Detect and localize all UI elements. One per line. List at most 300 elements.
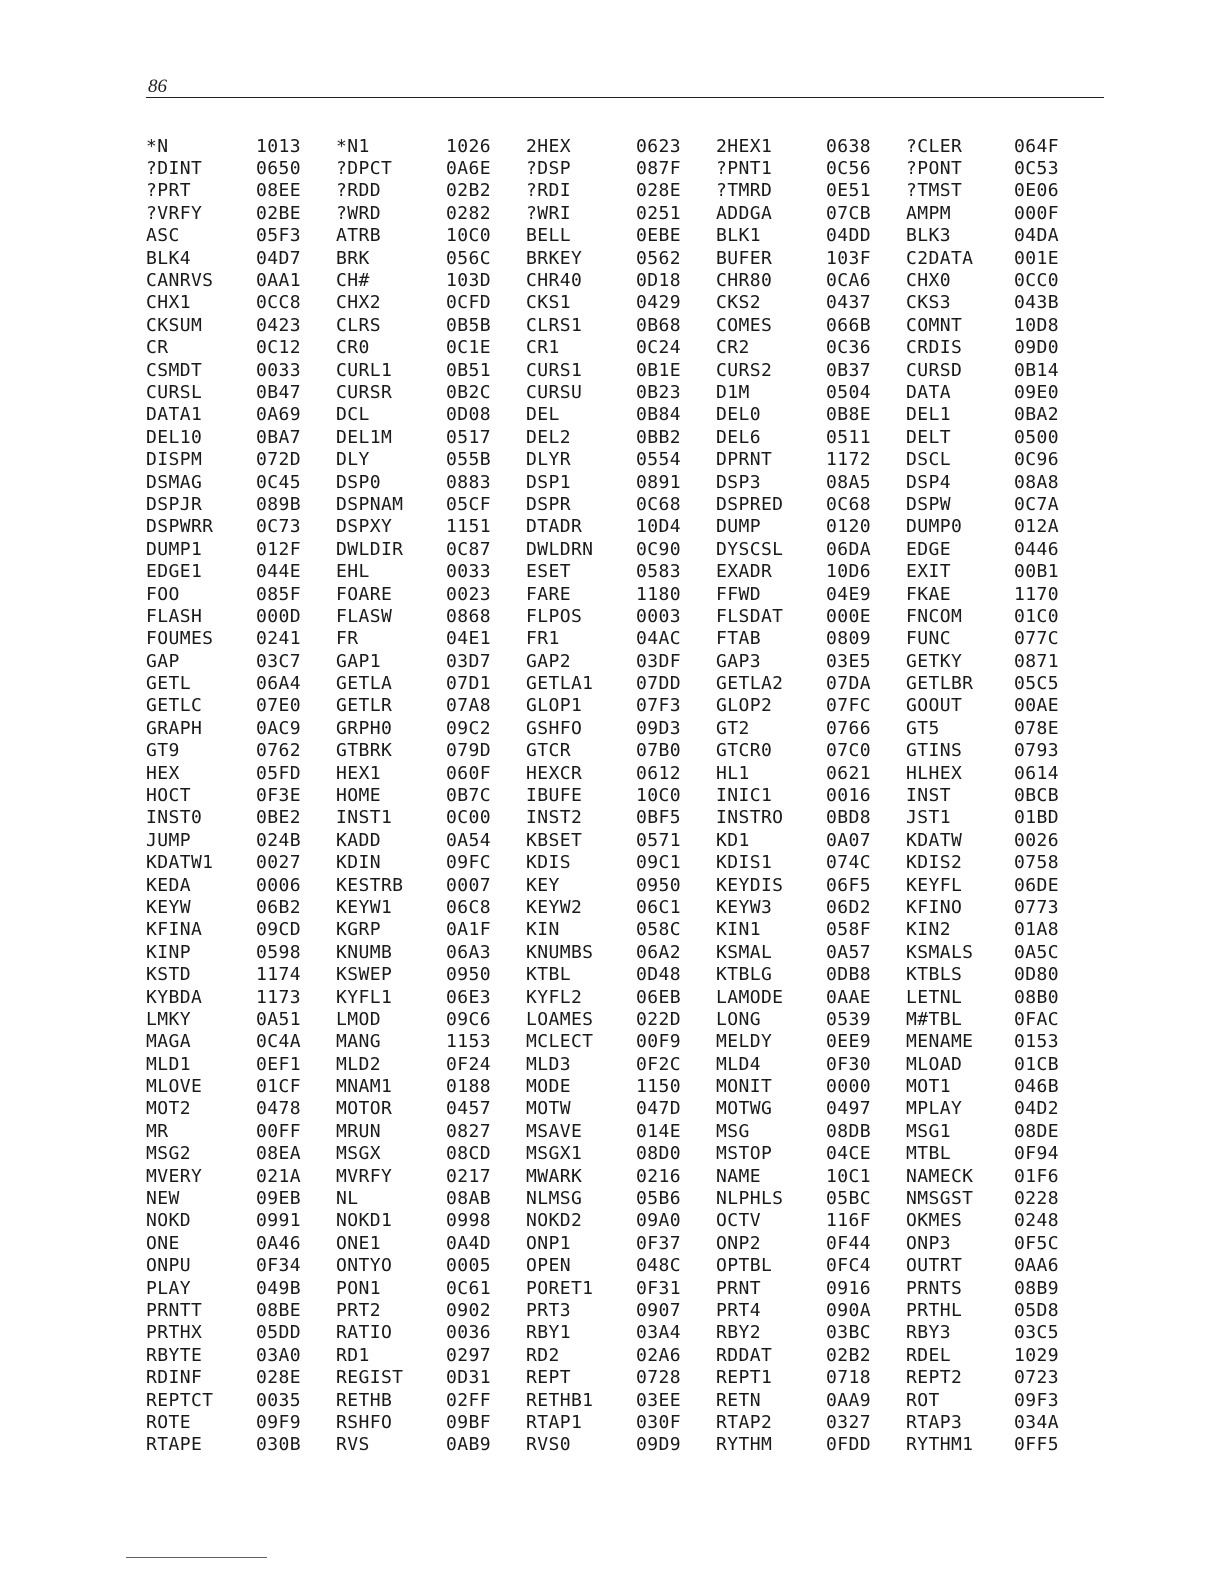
symbol-name: DLYR <box>526 449 571 471</box>
symbol-name: KD1 <box>716 829 750 851</box>
symbol-name: MCLECT <box>526 1031 594 1053</box>
symbol-address: 09D0 <box>1014 337 1059 359</box>
symbol-address: 0793 <box>1014 740 1059 762</box>
symbol-address: 077C <box>1014 628 1059 650</box>
symbol-name: PRT3 <box>526 1300 571 1321</box>
symbol-address: 0B5B <box>446 314 491 336</box>
symbol-name: CURSL <box>146 381 203 403</box>
symbol-address: 01C0 <box>1014 605 1059 627</box>
symbol-name: RBYTE <box>146 1344 203 1366</box>
symbol-name: FOO <box>146 583 180 605</box>
symbol-address: 0C61 <box>446 1277 491 1299</box>
symbol-name: MSG2 <box>146 1143 191 1165</box>
symbol-name: INST1 <box>336 807 393 829</box>
symbol-address: 04D2 <box>1014 1098 1059 1120</box>
symbol-name: MODE <box>526 1076 571 1098</box>
symbol-name: CHX2 <box>336 292 381 314</box>
symbol-name: KDIS2 <box>906 852 963 874</box>
symbol-name: DSP3 <box>716 471 761 493</box>
symbol-name: RTAP2 <box>716 1411 773 1433</box>
symbol-address: 0027 <box>256 852 301 874</box>
symbol-name: KDIS <box>526 852 571 874</box>
symbol-name: DSPXY <box>336 516 393 538</box>
symbol-name: REPT1 <box>716 1367 773 1389</box>
symbol-name: KEYFL <box>906 874 963 896</box>
symbol-address: 0EE9 <box>826 1031 871 1053</box>
symbol-name: CURL1 <box>336 359 393 381</box>
table-row <box>146 560 1104 582</box>
symbol-address: 1174 <box>256 964 301 986</box>
symbol-address: 05F3 <box>256 225 301 247</box>
symbol-address: 05BC <box>826 1188 871 1210</box>
table-row <box>146 1098 1104 1120</box>
symbol-name: PRT4 <box>716 1300 761 1321</box>
symbol-name: GTCR0 <box>716 740 773 762</box>
symbol-name: GETLBR <box>906 673 974 695</box>
symbol-address: 001E <box>1014 247 1059 269</box>
symbol-name: DEL <box>526 404 560 426</box>
symbol-name: MELDY <box>716 1031 773 1053</box>
symbol-name: KIN2 <box>906 919 951 941</box>
symbol-name: DEL1M <box>336 426 393 448</box>
symbol-name: KNUMB <box>336 941 393 963</box>
symbol-address: 0F3E <box>256 785 301 807</box>
symbol-name: DATA <box>906 381 951 403</box>
symbol-address: 04E9 <box>826 583 871 605</box>
symbol-address: 0446 <box>1014 538 1059 560</box>
symbol-address: 0216 <box>636 1165 681 1187</box>
symbol-address: 0AA1 <box>256 270 301 292</box>
table-row <box>146 202 1104 224</box>
table-row <box>146 225 1104 247</box>
symbol-address: 0EBE <box>636 225 681 247</box>
symbol-name: FR <box>336 628 359 650</box>
symbol-address: 02FF <box>446 1389 491 1411</box>
symbol-address: 024B <box>256 829 301 851</box>
symbol-name: IBUFE <box>526 785 583 807</box>
symbol-name: PRT2 <box>336 1300 381 1321</box>
symbol-name: KSMAL <box>716 941 773 963</box>
symbol-address: 0327 <box>826 1411 871 1433</box>
symbol-address: 0DB8 <box>826 964 871 986</box>
symbol-name: BELL <box>526 225 571 247</box>
symbol-address: 0297 <box>446 1344 491 1366</box>
symbol-address: 10D6 <box>826 561 871 583</box>
symbol-name: ?WRD <box>336 202 381 224</box>
symbol-name: DEL1 <box>906 404 951 426</box>
symbol-address: 0F31 <box>636 1277 681 1299</box>
symbol-address: 0B23 <box>636 381 681 403</box>
symbol-address: 0758 <box>1014 852 1059 874</box>
symbol-address: 0C68 <box>636 493 681 515</box>
symbol-address: 05CF <box>446 493 491 515</box>
symbol-name: MVERY <box>146 1165 203 1187</box>
table-row <box>146 1411 1104 1433</box>
symbol-address: 07DA <box>826 673 871 695</box>
symbol-name: DPRNT <box>716 449 773 471</box>
symbol-address: 08B0 <box>1014 986 1059 1008</box>
symbol-name: MSG <box>716 1120 750 1142</box>
symbol-address: 014E <box>636 1120 681 1142</box>
symbol-address: 0F5C <box>1014 1232 1059 1254</box>
symbol-name: CRDIS <box>906 337 963 359</box>
symbol-name: PRNTT <box>146 1300 203 1321</box>
symbol-name: INIC1 <box>716 785 773 807</box>
symbol-address: 0C4A <box>256 1031 301 1053</box>
symbol-name: DEL0 <box>716 404 761 426</box>
symbol-name: GTINS <box>906 740 963 762</box>
symbol-name: RYTHM1 <box>906 1434 974 1456</box>
symbol-address: 07DD <box>636 673 681 695</box>
symbol-address: 03A4 <box>636 1322 681 1344</box>
symbol-name: KFINO <box>906 896 963 918</box>
symbol-address: 0614 <box>1014 762 1059 784</box>
symbol-address: 0007 <box>446 874 491 896</box>
symbol-name: BRKEY <box>526 247 583 269</box>
symbol-name: KSWEP <box>336 964 393 986</box>
symbol-address: 06A3 <box>446 941 491 963</box>
table-row <box>146 919 1104 941</box>
symbol-address: 089B <box>256 493 301 515</box>
symbol-address: 0B47 <box>256 381 301 403</box>
header-rule <box>146 97 1104 98</box>
symbol-name: HEX <box>146 762 180 784</box>
symbol-name: GRAPH <box>146 717 203 739</box>
symbol-name: CLRS1 <box>526 314 583 336</box>
symbol-name: DWLDIR <box>336 538 404 560</box>
symbol-address: 0241 <box>256 628 301 650</box>
symbol-address: 0A07 <box>826 829 871 851</box>
symbol-address: 0FF5 <box>1014 1434 1059 1456</box>
symbol-address: 00B1 <box>1014 561 1059 583</box>
symbol-name: JUMP <box>146 829 191 851</box>
symbol-name: REPT2 <box>906 1367 963 1389</box>
symbol-name: KINP <box>146 941 191 963</box>
table-row <box>146 1322 1104 1344</box>
symbol-address: 034A <box>1014 1411 1059 1433</box>
symbol-address: 03D7 <box>446 650 491 672</box>
symbol-name: HOCT <box>146 785 191 807</box>
symbol-address: 056C <box>446 247 491 269</box>
symbol-address: 0AA9 <box>826 1389 871 1411</box>
symbol-name: PLAY <box>146 1277 191 1299</box>
table-row <box>146 829 1104 851</box>
symbol-address: 02B2 <box>826 1344 871 1366</box>
symbol-address: 021A <box>256 1165 301 1187</box>
table-row <box>146 493 1104 515</box>
symbol-address: 0478 <box>256 1098 301 1120</box>
table-row <box>146 986 1104 1008</box>
symbol-address: 0D80 <box>1014 964 1059 986</box>
symbol-address: 07CB <box>826 202 871 224</box>
symbol-address: 01CB <box>1014 1053 1059 1075</box>
symbol-address: 06B2 <box>256 896 301 918</box>
symbol-name: MANG <box>336 1031 381 1053</box>
table-row <box>146 650 1104 672</box>
symbol-name: BRK <box>336 247 370 269</box>
symbol-name: REGIST <box>336 1367 404 1389</box>
symbol-name: ADDGA <box>716 202 773 224</box>
symbol-name: FOUMES <box>146 628 214 650</box>
table-row <box>146 135 1104 157</box>
symbol-name: CR1 <box>526 337 560 359</box>
symbol-name: CHX0 <box>906 270 951 292</box>
symbol-address: 08B9 <box>1014 1277 1059 1299</box>
symbol-address: 0FAC <box>1014 1008 1059 1030</box>
symbol-name: DEL6 <box>716 426 761 448</box>
symbol-name: MSAVE <box>526 1120 583 1142</box>
symbol-name: COMES <box>716 314 773 336</box>
symbol-address: 0638 <box>826 135 871 157</box>
symbol-address: 0773 <box>1014 896 1059 918</box>
symbol-address: 0036 <box>446 1322 491 1344</box>
symbol-address: 030F <box>636 1411 681 1433</box>
symbol-address: 0B7C <box>446 785 491 807</box>
symbol-name: PRNT <box>716 1277 761 1299</box>
symbol-address: 060F <box>446 762 491 784</box>
symbol-name: DSPWRR <box>146 516 214 538</box>
symbol-address: 0B14 <box>1014 359 1059 381</box>
table-row <box>146 381 1104 403</box>
symbol-name: DUMP0 <box>906 516 963 538</box>
symbol-address: 0907 <box>636 1300 681 1321</box>
symbol-address: 079D <box>446 740 491 762</box>
symbol-name: MSTOP <box>716 1143 773 1165</box>
symbol-address: 0F30 <box>826 1053 871 1075</box>
symbol-name: EDGE <box>906 538 951 560</box>
symbol-address: 0B84 <box>636 404 681 426</box>
symbol-name: DSPJR <box>146 493 203 515</box>
table-row <box>146 1232 1104 1254</box>
symbol-address: 0517 <box>446 426 491 448</box>
symbol-address: 0CC0 <box>1014 270 1059 292</box>
symbol-name: HL1 <box>716 762 750 784</box>
symbol-name: RVS <box>336 1434 370 1456</box>
symbol-name: RBY3 <box>906 1322 951 1344</box>
symbol-address: 06C1 <box>636 896 681 918</box>
symbol-name: ONP1 <box>526 1232 571 1254</box>
symbol-name: MTBL <box>906 1143 951 1165</box>
symbol-address: 0BA7 <box>256 426 301 448</box>
table-row <box>146 1143 1104 1165</box>
symbol-address: 0991 <box>256 1210 301 1232</box>
symbol-address: 0718 <box>826 1367 871 1389</box>
symbol-name: RBY1 <box>526 1322 571 1344</box>
table-row <box>146 717 1104 739</box>
table-row <box>146 1120 1104 1142</box>
symbol-name: GSHFO <box>526 717 583 739</box>
symbol-name: DSP4 <box>906 471 951 493</box>
symbol-address: 0809 <box>826 628 871 650</box>
symbol-name: DSPW <box>906 493 951 515</box>
symbol-name: DEL2 <box>526 426 571 448</box>
symbol-name: FLPOS <box>526 605 583 627</box>
symbol-name: LONG <box>716 1008 761 1030</box>
symbol-name: MENAME <box>906 1031 974 1053</box>
symbol-name: CLRS <box>336 314 381 336</box>
symbol-address: 03A0 <box>256 1344 301 1366</box>
symbol-address: 0F44 <box>826 1232 871 1254</box>
symbol-address: 1172 <box>826 449 871 471</box>
symbol-name: M#TBL <box>906 1008 963 1030</box>
symbol-name: COMNT <box>906 314 963 336</box>
symbol-address: 0E06 <box>1014 180 1059 202</box>
table-row <box>146 762 1104 784</box>
symbol-address: 08DE <box>1014 1120 1059 1142</box>
symbol-name: ?TMRD <box>716 180 773 202</box>
symbol-address: 116F <box>826 1210 871 1232</box>
table-row <box>146 1434 1104 1456</box>
symbol-address: 0B68 <box>636 314 681 336</box>
symbol-name: KESTRB <box>336 874 404 896</box>
symbol-name: OCTV <box>716 1210 761 1232</box>
symbol-address: 05FD <box>256 762 301 784</box>
symbol-address: 103D <box>446 270 491 292</box>
symbol-name: RATIO <box>336 1322 393 1344</box>
symbol-address: 0A6E <box>446 158 491 180</box>
symbol-name: RVS0 <box>526 1434 571 1456</box>
symbol-address: 03BC <box>826 1322 871 1344</box>
symbol-name: MLOVE <box>146 1076 203 1098</box>
symbol-address: 06DE <box>1014 874 1059 896</box>
symbol-name: CSMDT <box>146 359 203 381</box>
symbol-name: CR <box>146 337 169 359</box>
symbol-address: 0FDD <box>826 1434 871 1456</box>
symbol-name: MRUN <box>336 1120 381 1142</box>
symbol-address: 06A4 <box>256 673 301 695</box>
symbol-name: GETLA <box>336 673 393 695</box>
symbol-name: KEY <box>526 874 560 896</box>
symbol-address: 02A6 <box>636 1344 681 1366</box>
symbol-name: D1M <box>716 381 750 403</box>
symbol-name: LAMODE <box>716 986 784 1008</box>
symbol-name: DUMP1 <box>146 538 203 560</box>
symbol-address: 0504 <box>826 381 871 403</box>
symbol-address: 0F34 <box>256 1255 301 1277</box>
symbol-name: FTAB <box>716 628 761 650</box>
symbol-address: 01BD <box>1014 807 1059 829</box>
symbol-name: BLK4 <box>146 247 191 269</box>
symbol-name: CKS2 <box>716 292 761 314</box>
symbol-address: 1013 <box>256 135 301 157</box>
symbol-name: RTAP3 <box>906 1411 963 1433</box>
symbol-name: NOKD2 <box>526 1210 583 1232</box>
symbol-address: 0F2C <box>636 1053 681 1075</box>
symbol-name: MOT2 <box>146 1098 191 1120</box>
symbol-address: 06F5 <box>826 874 871 896</box>
symbol-name: DSMAG <box>146 471 203 493</box>
symbol-name: KNUMBS <box>526 941 594 963</box>
symbol-name: NL <box>336 1188 359 1210</box>
symbol-name: FKAE <box>906 583 951 605</box>
symbol-name: CH# <box>336 270 370 292</box>
symbol-name: MAGA <box>146 1031 191 1053</box>
symbol-address: 03C5 <box>1014 1322 1059 1344</box>
symbol-address: 0950 <box>636 874 681 896</box>
symbol-address: 0562 <box>636 247 681 269</box>
symbol-name: KEYW3 <box>716 896 773 918</box>
symbol-name: CHR40 <box>526 270 583 292</box>
symbol-name: OPTBL <box>716 1255 773 1277</box>
symbol-address: 0D31 <box>446 1367 491 1389</box>
symbol-address: 0BCB <box>1014 785 1059 807</box>
symbol-address: 0BA2 <box>1014 404 1059 426</box>
symbol-address: 0C00 <box>446 807 491 829</box>
symbol-name: KDATW <box>906 829 963 851</box>
symbol-address: 09D9 <box>636 1434 681 1456</box>
symbol-name: RDINF <box>146 1367 203 1389</box>
symbol-name: GETLR <box>336 695 393 717</box>
symbol-name: INSTRO <box>716 807 784 829</box>
symbol-address: 0AAE <box>826 986 871 1008</box>
symbol-name: EXADR <box>716 561 773 583</box>
symbol-name: KSMALS <box>906 941 974 963</box>
symbol-name: ?PNT1 <box>716 158 773 180</box>
symbol-name: CKSUM <box>146 314 203 336</box>
symbol-name: KYFL2 <box>526 986 583 1008</box>
symbol-name: ?DSP <box>526 158 571 180</box>
symbol-name: ?RDI <box>526 180 571 202</box>
symbol-name: DSPR <box>526 493 571 515</box>
symbol-name: DWLDRN <box>526 538 594 560</box>
table-row <box>146 426 1104 448</box>
table-row <box>146 1031 1104 1053</box>
symbol-address: 0423 <box>256 314 301 336</box>
symbol-name: BLK1 <box>716 225 761 247</box>
symbol-name: HEXCR <box>526 762 583 784</box>
symbol-address: 0248 <box>1014 1210 1059 1232</box>
symbol-address: 0C90 <box>636 538 681 560</box>
table-row <box>146 1344 1104 1366</box>
symbol-address: 05C5 <box>1014 673 1059 695</box>
symbol-address: 0766 <box>826 717 871 739</box>
symbol-address: 0000 <box>826 1076 871 1098</box>
symbol-name: MOTW <box>526 1098 571 1120</box>
symbol-address: 085F <box>256 583 301 605</box>
symbol-name: EDGE1 <box>146 561 203 583</box>
symbol-name: ?RDD <box>336 180 381 202</box>
symbol-address: 0023 <box>446 583 491 605</box>
symbol-name: RTAPE <box>146 1434 203 1456</box>
symbol-address: 044E <box>256 561 301 583</box>
symbol-name: RETN <box>716 1389 761 1411</box>
symbol-name: MSG1 <box>906 1120 951 1142</box>
symbol-address: 0C73 <box>256 516 301 538</box>
symbol-address: 0BF5 <box>636 807 681 829</box>
symbol-name: ONE <box>146 1232 180 1254</box>
symbol-address: 04AC <box>636 628 681 650</box>
symbol-address: 08AB <box>446 1188 491 1210</box>
table-row <box>146 1277 1104 1299</box>
symbol-address: 04E1 <box>446 628 491 650</box>
symbol-address: 030B <box>256 1434 301 1456</box>
symbol-address: 0C24 <box>636 337 681 359</box>
symbol-address: 01CF <box>256 1076 301 1098</box>
symbol-name: NAME <box>716 1165 761 1187</box>
symbol-address: 04DD <box>826 225 871 247</box>
table-row <box>146 1053 1104 1075</box>
symbol-name: GETLA2 <box>716 673 784 695</box>
symbol-address: 05DD <box>256 1322 301 1344</box>
symbol-address: 10C1 <box>826 1165 871 1187</box>
symbol-address: 0F94 <box>1014 1143 1059 1165</box>
symbol-address: 09EB <box>256 1188 301 1210</box>
symbol-name: LOAMES <box>526 1008 594 1030</box>
symbol-address: 043B <box>1014 292 1059 314</box>
symbol-name: GAP3 <box>716 650 761 672</box>
symbol-address: 0868 <box>446 605 491 627</box>
table-row <box>146 247 1104 269</box>
